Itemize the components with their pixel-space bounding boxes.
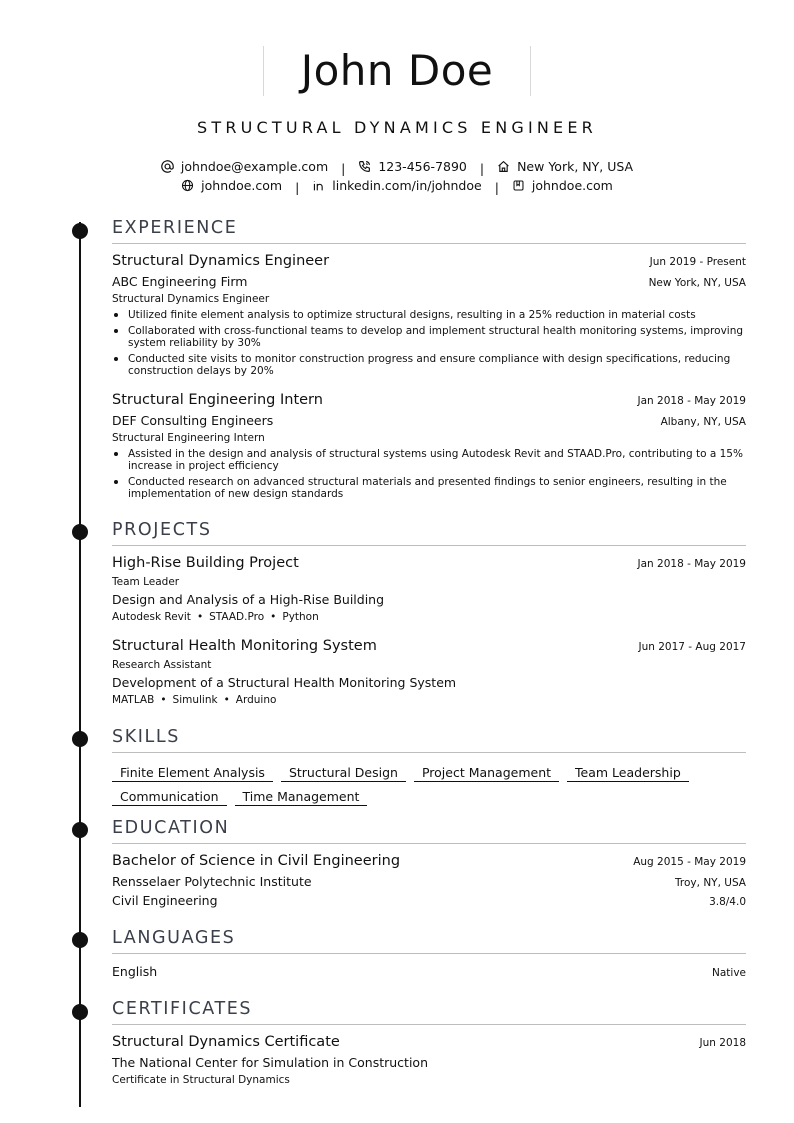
job-subtitle-row	[112, 293, 746, 305]
section-experience	[112, 218, 746, 244]
project-role-row	[112, 659, 746, 671]
job-role: Structural Engineering Intern	[112, 392, 323, 408]
tech-separator: •	[160, 694, 167, 706]
job-subtitle: Structural Dynamics Engineer	[112, 293, 270, 305]
education-header	[112, 853, 746, 869]
project-role: Research Assistant	[112, 659, 212, 671]
project-name: Structural Health Monitoring System	[112, 638, 377, 654]
bullet-item: Collaborated with cross-functional teams to develop and implement structural health monitoring systems, improving system reliability by 30%	[112, 325, 746, 349]
job-company-row	[112, 413, 746, 428]
project-tech	[112, 611, 319, 623]
school: Rensselaer Polytechnic Institute	[112, 874, 312, 889]
skill-tag: Project Management	[414, 765, 559, 782]
timeline-dot	[72, 822, 88, 838]
project-description: Design and Analysis of a High-Rise Building	[112, 592, 385, 607]
bullet-item: Conducted site visits to monitor construction progress and ensure compliance with design specifications, reducing construction delays by 20%	[112, 353, 746, 377]
phone-text: 123-456-7890	[378, 159, 467, 174]
job-company: ABC Engineering Firm	[112, 274, 248, 289]
job-subtitle-row	[112, 432, 746, 444]
job-location: New York, NY, USA	[648, 277, 746, 289]
tech-item: MATLAB	[112, 694, 155, 706]
project-header	[112, 555, 746, 571]
skills-list	[112, 762, 752, 810]
section-skills	[112, 727, 746, 753]
project-date: Jan 2018 - May 2019	[637, 558, 746, 570]
certificate-issuer: The National Center for Simulation in Construction	[112, 1055, 429, 1070]
contact-linkedin[interactable]	[312, 178, 481, 193]
project-name: High-Rise Building Project	[112, 555, 299, 571]
section-projects	[112, 520, 746, 546]
project-desc-row	[112, 675, 746, 690]
education-field-row	[112, 893, 746, 908]
job-subtitle: Structural Engineering Intern	[112, 432, 265, 444]
contact-phone[interactable]	[358, 159, 467, 174]
at-icon	[161, 160, 174, 173]
tech-item: Python	[282, 611, 319, 623]
globe-icon	[181, 179, 194, 192]
section-title: CERTIFICATES	[112, 999, 253, 1019]
contact-email[interactable]	[161, 159, 328, 174]
bookmark-icon	[512, 179, 525, 192]
candidate-name: John Doe	[300, 46, 494, 95]
language-row	[112, 964, 746, 979]
job-company-row	[112, 274, 746, 289]
skill-tag: Structural Design	[281, 765, 406, 782]
timeline-dot	[72, 524, 88, 540]
tech-item: Autodesk Revit	[112, 611, 191, 623]
project-role-row	[112, 576, 746, 588]
job-role: Structural Dynamics Engineer	[112, 253, 330, 269]
contact-location	[497, 159, 633, 174]
linkedin-icon	[312, 179, 325, 192]
separator: |	[295, 180, 300, 195]
timeline-dot	[72, 1004, 88, 1020]
project-description: Development of a Structural Health Monitoring System	[112, 675, 457, 690]
tech-separator: •	[223, 694, 230, 706]
certificate-name: Structural Dynamics Certificate	[112, 1034, 340, 1050]
timeline-dot	[72, 223, 88, 239]
separator: |	[494, 180, 499, 195]
bullet-item: Conducted research on advanced structural materials and presented findings to senior engineers, resulting in the implementation of new design standards	[112, 476, 746, 500]
name-block	[263, 46, 531, 96]
website-text: johndoe.com	[201, 178, 283, 193]
separator: |	[341, 161, 346, 176]
separator: |	[479, 161, 485, 176]
job-bullets	[112, 309, 746, 381]
contact-website[interactable]	[181, 178, 282, 193]
degree: Bachelor of Science in Civil Engineering	[112, 853, 401, 869]
skill-tag: Communication	[112, 789, 227, 806]
section-title: EDUCATION	[112, 818, 230, 838]
linkedin-text: linkedin.com/in/johndoe	[332, 178, 482, 193]
field-of-study: Civil Engineering	[112, 893, 218, 908]
bullet-item: Utilized finite element analysis to optimize structural designs, resulting in a 25% reduction in material costs	[112, 309, 746, 321]
section-title: EXPERIENCE	[112, 218, 238, 238]
section-education	[112, 818, 746, 844]
certificate-date: Jun 2018	[699, 1037, 746, 1049]
tech-item: STAAD.Pro	[209, 611, 265, 623]
project-desc-row	[112, 592, 746, 607]
timeline-line	[79, 222, 81, 1107]
job-date: Jun 2019 - Present	[649, 256, 746, 268]
project-header	[112, 638, 746, 654]
contact-row-1	[0, 159, 794, 176]
phone-icon	[358, 160, 371, 173]
tech-separator: •	[196, 611, 204, 623]
section-languages	[112, 928, 746, 954]
email-text: johndoe@example.com	[180, 159, 329, 174]
job-title: STRUCTURAL DYNAMICS ENGINEER	[197, 118, 597, 137]
portfolio-text: johndoe.com	[531, 178, 613, 193]
tech-separator: •	[270, 611, 277, 623]
education-date: Aug 2015 - May 2019	[633, 856, 746, 868]
section-title: SKILLS	[112, 727, 180, 747]
project-role: Team Leader	[112, 576, 180, 588]
job-location: Albany, NY, USA	[660, 416, 746, 428]
project-tech-row	[112, 694, 746, 706]
timeline-dot	[72, 932, 88, 948]
certificate-detail-row	[112, 1074, 746, 1086]
job-header	[112, 392, 746, 408]
education-school-row	[112, 874, 746, 889]
language-name: English	[112, 964, 158, 979]
home-icon	[497, 160, 510, 173]
project-date: Jun 2017 - Aug 2017	[638, 641, 746, 653]
skill-tag: Team Leadership	[567, 765, 689, 782]
location-text: New York, NY, USA	[517, 159, 634, 174]
job-date: Jan 2018 - May 2019	[637, 395, 746, 407]
section-certificates	[112, 999, 746, 1025]
project-tech-row	[112, 611, 746, 623]
skill-tag: Time Management	[235, 789, 368, 806]
certificate-header	[112, 1034, 746, 1050]
skill-tag: Finite Element Analysis	[112, 765, 273, 782]
certificate-detail: Certificate in Structural Dynamics	[112, 1074, 290, 1086]
section-title: LANGUAGES	[112, 928, 236, 948]
job-company: DEF Consulting Engineers	[112, 413, 274, 428]
certificate-issuer-row	[112, 1055, 746, 1070]
tech-item: Arduino	[235, 694, 277, 706]
timeline-dot	[72, 731, 88, 747]
section-title: PROJECTS	[112, 520, 212, 540]
job-bullets	[112, 448, 746, 504]
bullet-item: Assisted in the design and analysis of structural systems using Autodesk Revit and STAAD.Pro, contributing to a 15% increase in project efficiency	[112, 448, 746, 472]
tech-item: Simulink	[172, 694, 218, 706]
contact-row-2	[0, 178, 794, 195]
contact-portfolio[interactable]	[512, 178, 613, 193]
gpa: 3.8/4.0	[709, 896, 746, 908]
project-tech	[112, 694, 276, 706]
language-level: Native	[712, 967, 746, 979]
job-header	[112, 253, 746, 269]
school-location: Troy, NY, USA	[675, 877, 746, 889]
